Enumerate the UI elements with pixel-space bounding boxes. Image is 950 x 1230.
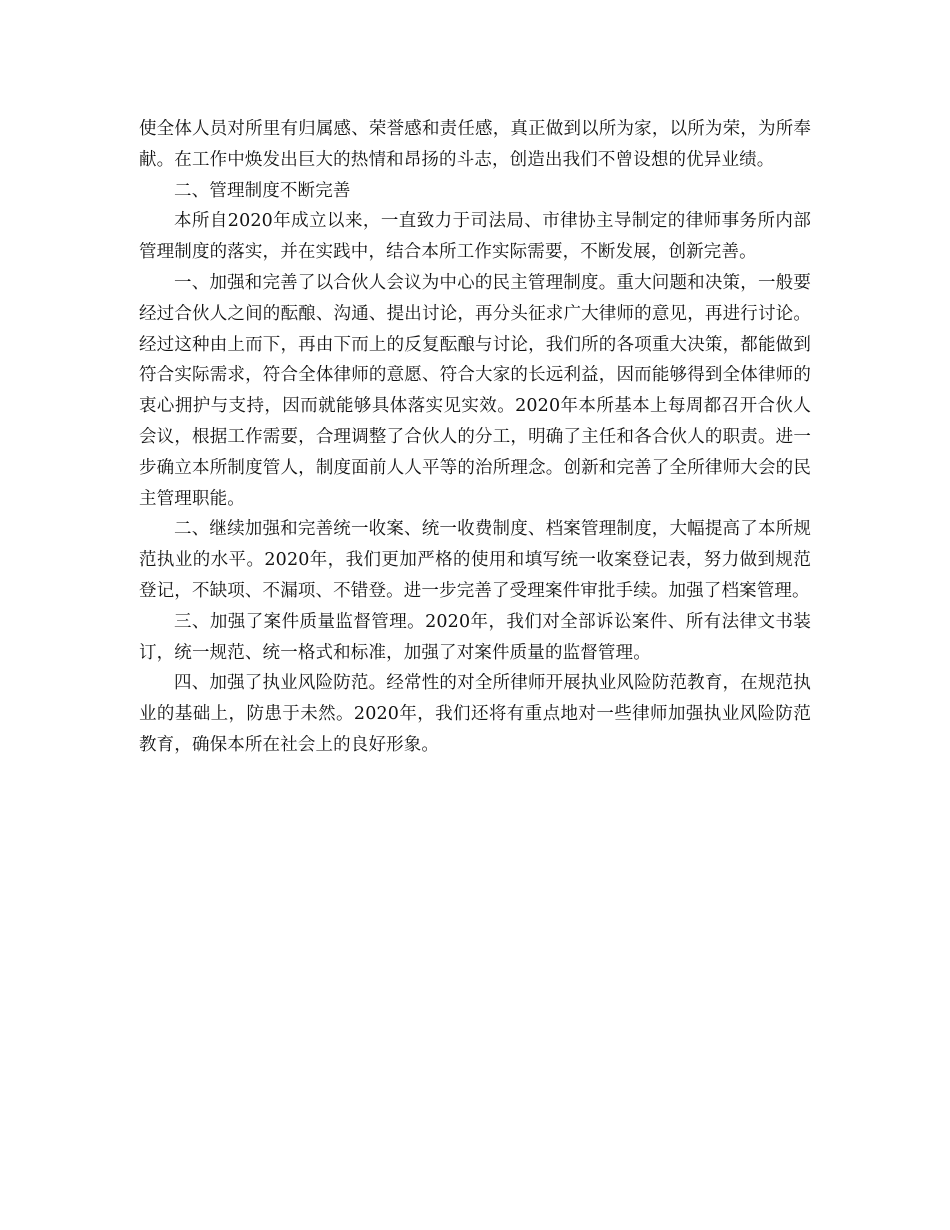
paragraph-item-1: 一、加强和完善了以合伙人会议为中心的民主管理制度。重大问题和决策，一般要经过合伙人之间的酝酿、沟通、提出讨论，再分头征求广大律师的意见，再进行讨论。经过这种由上而下，再由下而上的反复酝酿与讨论，我们所的各项重大决策，都能做到符合实际需求，符合全体律师的意愿、符合大家的长远利益，因而能够得到全体律师的衷心拥护与支持，因而就能够具体落实见实效。2020年本所基本上每周都召开合伙人会议，根据工作需要，合理调整了合伙人的分工，明确了主任和各合伙人的职责。进一步确立本所制度管人，制度面前人人平等的治所理念。创新和完善了全所律师大会的民主管理职能。 (139, 272, 811, 509)
paragraph-item-2: 二、继续加强和完善统一收案、统一收费制度、档案管理制度，大幅提高了本所规范执业的水平。2020年，我们更加严格的使用和填写统一收案登记表，努力做到规范登记，不缺项、不漏项、不错登。进一步完善了受理案件审批手续。加强了档案管理。 (139, 519, 811, 601)
paragraph-intro: 本所自2020年成立以来，一直致力于司法局、市律协主导制定的律师事务所内部管理制度的落实，并在实践中，结合本所工作实际需要，不断发展，创新完善。 (139, 211, 811, 263)
paragraph-continuation: 使全体人员对所里有归属感、荣誉感和责任感，真正做到以所为家，以所为荣，为所奉献。在工作中焕发出巨大的热情和昂扬的斗志，创造出我们不曾设想的优异业绩。 (139, 119, 811, 170)
document-page (139, 114, 811, 761)
paragraph-item-3: 三、加强了案件质量监督管理。2020年，我们对全部诉讼案件、所有法律文书装订，统一规范、统一格式和标准，加强了对案件质量的监督管理。 (139, 611, 811, 663)
section-heading-management: 二、管理制度不断完善 (174, 180, 351, 201)
paragraph-item-4: 四、加强了执业风险防范。经常性的对全所律师开展执业风险防范教育，在规范执业的基础上，防患于未然。2020年，我们还将有重点地对一些律师加强执业风险防范教育，确保本所在社会上的良好形象。 (139, 673, 811, 755)
